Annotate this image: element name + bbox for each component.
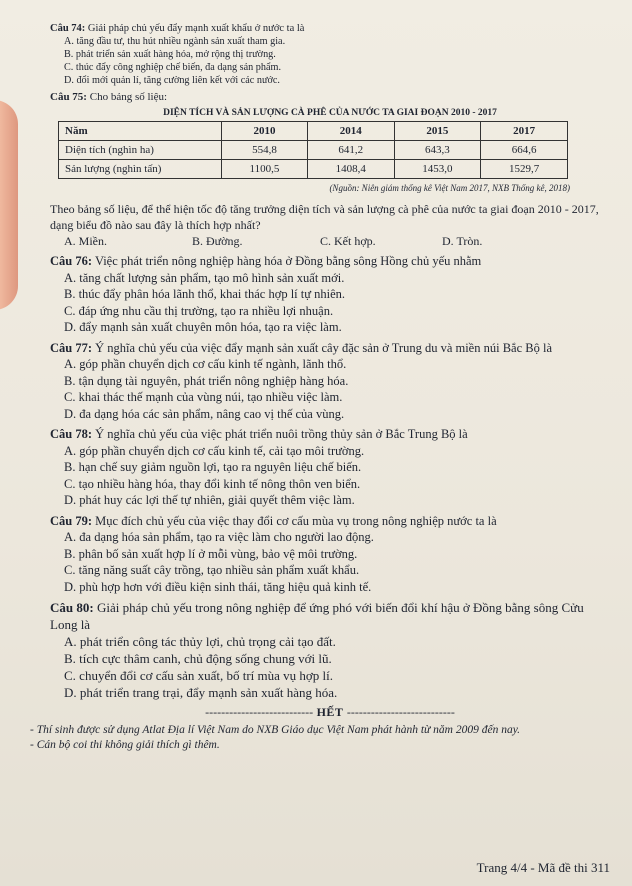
question-label: Câu 79: bbox=[50, 513, 93, 528]
question-prompt: Theo bảng số liệu, để thể hiện tốc độ tăng trưởng diện tích và sản lượng cà phê của nước ta giai đoạn 2010 - 2017, dạng biểu đồ nào sau đây là thích hợp nhất? bbox=[50, 202, 599, 232]
option-a: A. tăng chất lượng sản phẩm, tạo mô hình sản xuất mới. bbox=[64, 270, 345, 285]
end-mark-text: HẾT bbox=[316, 705, 344, 719]
choice-b: B. Đường. bbox=[192, 234, 243, 248]
question-text: Mục đích chủ yếu của việc thay đổi cơ cấu mùa vụ trong nông nghiệp nước ta là bbox=[95, 513, 497, 528]
table-cell: 1100,5 bbox=[222, 160, 308, 179]
question-text: Giải pháp chủ yếu trong nông nghiệp để ứng phó với biến đổi khí hậu ở Đồng bằng sông Cửu Long là bbox=[50, 600, 584, 632]
option-b: B. thúc đẩy phân hóa lãnh thổ, khai thác hợp lí tự nhiên. bbox=[64, 287, 346, 301]
choices-row bbox=[50, 233, 610, 249]
option-c: C. tạo nhiều hàng hóa, thay đổi kinh tế nông thôn ven biển. bbox=[64, 476, 361, 491]
question-75 bbox=[50, 90, 610, 249]
data-table bbox=[58, 121, 568, 179]
question-74 bbox=[50, 22, 610, 87]
table-cell: 554,8 bbox=[222, 141, 308, 160]
table-row bbox=[59, 160, 568, 179]
question-76 bbox=[50, 253, 610, 336]
choice-c: C. Kết hợp. bbox=[320, 234, 376, 248]
table-cell: Diện tích (nghìn ha) bbox=[59, 141, 222, 160]
question-text: Ý nghĩa chủ yếu của việc phát triển nuôi trồng thủy sản ở Bắc Trung Bộ là bbox=[95, 427, 468, 441]
table-source: (Nguồn: Niên giám thống kê Việt Nam 2017, NXB Thống kê, 2018) bbox=[329, 183, 570, 193]
option-b: B. phát triển sản xuất hàng hóa, mở rộng thị trường. bbox=[64, 49, 276, 60]
question-label: Câu 75: bbox=[50, 91, 87, 103]
option-b: B. tận dụng tài nguyên, phát triển nông nghiệp hàng hóa. bbox=[64, 373, 349, 388]
note-atlas: - Thí sinh được sử dụng Atlat Địa lí Việt Nam do NXB Giáo dục Việt Nam phát hành từ năm 2009 đến nay. bbox=[30, 724, 521, 736]
table-header-cell: 2017 bbox=[481, 122, 568, 141]
table-header-cell: 2015 bbox=[394, 122, 481, 141]
question-80 bbox=[50, 599, 610, 701]
option-d: D. đổi mới quản lí, tăng cường liên kết với các nước. bbox=[64, 75, 280, 86]
question-77 bbox=[50, 340, 610, 423]
table-header-cell: Năm bbox=[59, 122, 222, 141]
option-a: A. phát triển công tác thủy lợi, chủ trọng cải tạo đất. bbox=[64, 634, 336, 649]
option-b: B. phân bố sản xuất hợp lí ở mỗi vùng, bảo vệ môi trường. bbox=[64, 546, 358, 561]
table-header-cell: 2014 bbox=[307, 122, 394, 141]
exam-content bbox=[30, 22, 610, 753]
option-a: A. tăng đầu tư, thu hút nhiều ngành sản xuất tham gia. bbox=[64, 36, 286, 47]
question-label: Câu 77: bbox=[50, 340, 93, 355]
option-a: A. đa dạng hóa sản phẩm, tạo ra việc làm cho người lao động. bbox=[64, 530, 374, 544]
question-text: Giải pháp chủ yếu đẩy mạnh xuất khẩu ở nước ta là bbox=[87, 23, 305, 34]
option-b: B. tích cực thâm canh, chủ động sống chung với lũ. bbox=[64, 651, 332, 666]
option-d: D. phát triển trang trại, đẩy mạnh sản xuất hàng hóa. bbox=[64, 685, 338, 700]
table-cell: 1529,7 bbox=[481, 160, 568, 179]
table-cell: 1453,0 bbox=[394, 160, 481, 179]
table-title: DIỆN TÍCH VÀ SẢN LƯỢNG CÀ PHÊ CỦA NƯỚC TA GIAI ĐOẠN 2010 - 2017 bbox=[163, 108, 497, 118]
question-text: Việc phát triển nông nghiệp hàng hóa ở Đồng bằng sông Hồng chủ yếu nhằm bbox=[94, 254, 482, 268]
option-c: C. tăng năng suất cây trồng, tạo nhiều sản phẩm xuất khẩu. bbox=[64, 563, 360, 577]
question-text: Cho bảng số liệu: bbox=[89, 91, 168, 103]
question-78 bbox=[50, 426, 610, 509]
thumb-finger bbox=[0, 100, 18, 310]
option-a: A. góp phần chuyển dịch cơ cấu kinh tế, cải tạo môi trường. bbox=[64, 443, 365, 458]
choice-a: A. Miền. bbox=[64, 234, 107, 248]
option-a: A. góp phần chuyển dịch cơ cấu kinh tế ngành, lãnh thổ. bbox=[64, 357, 347, 371]
page-footer: Trang 4/4 - Mã đề thi 311 bbox=[476, 860, 610, 875]
table-cell: Sản lượng (nghìn tấn) bbox=[59, 160, 222, 179]
question-text: Ý nghĩa chủ yếu của việc đẩy mạnh sản xuất cây đặc sản ở Trung du và miền núi Bắc Bộ là bbox=[95, 340, 552, 355]
option-c: C. thúc đẩy công nghiệp chế biến, đa dạng sản phẩm. bbox=[64, 62, 281, 73]
table-cell: 1408,4 bbox=[307, 160, 394, 179]
option-c: C. khai thác thế mạnh của vùng núi, tạo nhiều việc làm. bbox=[64, 390, 343, 404]
question-label: Câu 74: bbox=[50, 23, 86, 34]
table-header-cell: 2010 bbox=[222, 122, 308, 141]
option-c: C. chuyển đổi cơ cấu sản xuất, bố trí mùa vụ hợp lí. bbox=[64, 668, 334, 683]
table-cell: 641,2 bbox=[307, 141, 394, 160]
question-79 bbox=[50, 513, 610, 596]
note-proctor: - Cán bộ coi thi không giải thích gì thêm. bbox=[30, 739, 220, 751]
option-d: D. phù hợp hơn với điều kiện sinh thái, tăng hiệu quả kinh tế. bbox=[64, 579, 372, 594]
option-d: D. phát huy các lợi thế tự nhiên, giải quyết thêm việc làm. bbox=[64, 493, 355, 507]
question-label: Câu 80: bbox=[50, 600, 94, 615]
table-header-row bbox=[59, 122, 568, 141]
option-b: B. hạn chế suy giảm nguồn lợi, tạo ra nguyên liệu chế biến. bbox=[64, 460, 362, 474]
option-d: D. đẩy mạnh sản xuất chuyên môn hóa, tạo ra việc làm. bbox=[64, 320, 342, 334]
option-c: C. đáp ứng nhu cầu thị trường, tạo ra nhiều lợi nhuận. bbox=[64, 303, 334, 318]
table-cell: 664,6 bbox=[481, 141, 568, 160]
question-label: Câu 76: bbox=[50, 254, 93, 268]
end-marker: --------------------------- HẾT --------------------------- bbox=[205, 705, 455, 719]
table-row bbox=[59, 141, 568, 160]
choice-d: D. Tròn. bbox=[442, 234, 483, 248]
question-label: Câu 78: bbox=[50, 427, 93, 441]
table-cell: 643,3 bbox=[394, 141, 481, 160]
option-d: D. đa dạng hóa các sản phẩm, nâng cao vị thế của vùng. bbox=[64, 406, 345, 421]
